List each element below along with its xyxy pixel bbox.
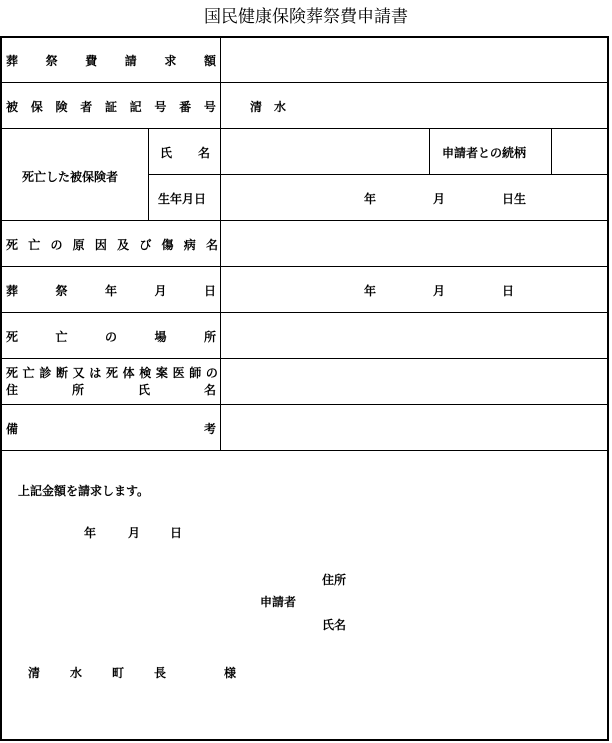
applicant-name-label: 氏名 (322, 618, 347, 632)
sublabel-column-divider (148, 128, 149, 220)
relation-label: 申請者との続柄 (442, 146, 527, 160)
funeral-day-unit: 日 (502, 284, 515, 298)
death-place-label: 死 亡 の 場 所 (6, 330, 216, 344)
funeral-date-label: 葬 祭 年 月 日 (6, 284, 216, 298)
row-divider (2, 82, 609, 83)
relation-divider-left (429, 128, 430, 174)
applicant-label: 申請者 (260, 595, 297, 609)
row-divider (2, 404, 609, 405)
row-divider (2, 220, 609, 221)
row-divider (2, 450, 609, 451)
row-divider (2, 312, 609, 313)
row-divider (2, 128, 609, 129)
cause-label: 死 亡 の 原 因 及 び 傷 病 名 (6, 238, 218, 252)
cause-field[interactable] (224, 230, 608, 260)
label-column-divider (220, 38, 221, 450)
relation-divider-right (551, 128, 552, 174)
amount-label: 葬 祭 費 請 求 額 (6, 54, 216, 68)
request-statement: 上記金額を請求します。 (18, 484, 150, 498)
birth-date-label: 生年月日 (158, 192, 207, 206)
honorific: 様 (224, 666, 237, 680)
row-divider (148, 174, 609, 175)
date-month-unit: 月 (128, 526, 141, 540)
applicant-address-label: 住所 (322, 573, 347, 587)
deceased-label: 死亡した被保険者 (22, 170, 119, 184)
addressee: 清 水 町 長 (28, 666, 166, 680)
birth-month-unit: 月 (433, 192, 446, 206)
remarks-label: 備 考 (6, 422, 216, 436)
doctor-label-line1: 死 亡 診 断 又 は 死 体 検 案 医 師 の (6, 366, 218, 380)
row-divider (2, 358, 609, 359)
insured-number-value[interactable]: 清 水 (250, 100, 287, 114)
birth-year-unit: 年 (364, 192, 377, 206)
date-year-unit: 年 (84, 526, 97, 540)
relation-field[interactable] (554, 136, 606, 166)
form-title: 国民健康保険葬祭費申請書 (204, 7, 408, 27)
insured-number-label: 被 保 険 者 証 記 号 番 号 (6, 100, 216, 114)
doctor-field[interactable] (224, 368, 608, 398)
death-place-field[interactable] (224, 322, 608, 352)
funeral-year-unit: 年 (364, 284, 377, 298)
deceased-name-label: 氏 名 (160, 146, 210, 160)
remarks-field[interactable] (224, 414, 608, 444)
funeral-month-unit: 月 (433, 284, 446, 298)
deceased-name-field[interactable] (224, 136, 424, 166)
row-divider (2, 266, 609, 267)
application-form (0, 36, 609, 741)
date-day-unit: 日 (170, 526, 183, 540)
amount-field[interactable] (224, 48, 608, 76)
doctor-label-line2: 住 所 氏 名 (6, 383, 216, 397)
birth-day-unit: 日生 (502, 192, 527, 206)
